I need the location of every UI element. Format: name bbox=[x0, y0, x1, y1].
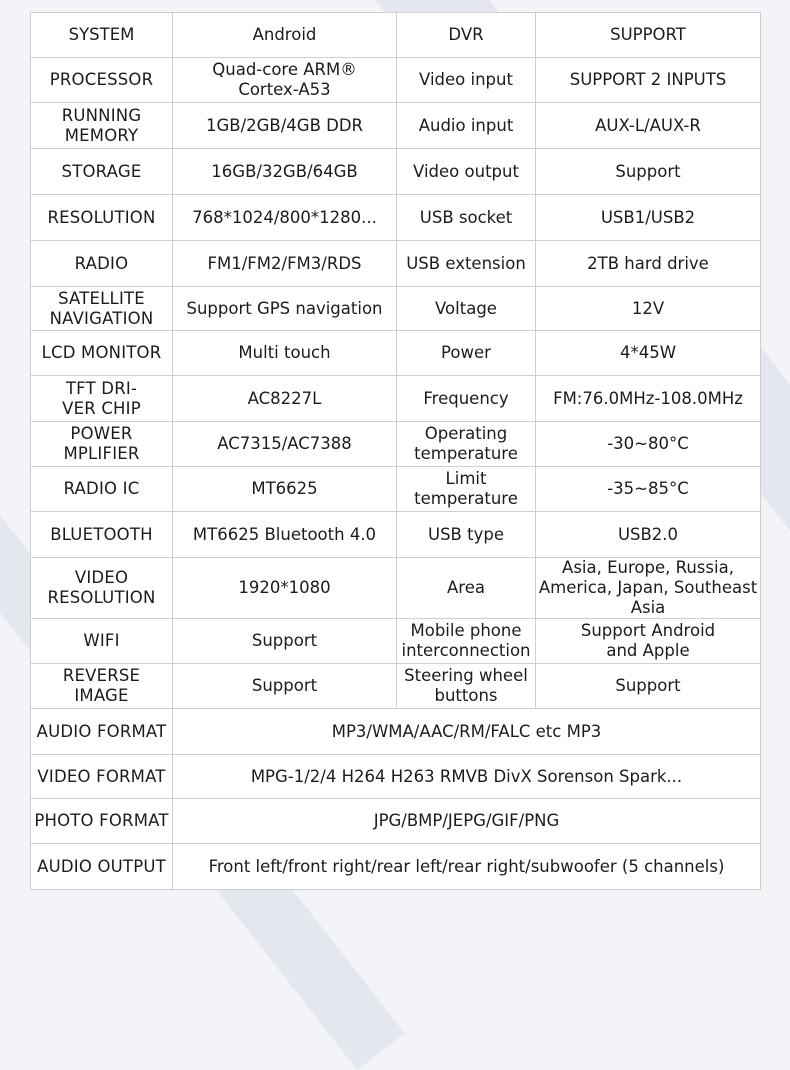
table-row bbox=[31, 241, 761, 287]
table-row bbox=[31, 331, 761, 376]
cell-text-line: RESOLUTION bbox=[47, 207, 156, 227]
spec-value-cell bbox=[173, 664, 397, 709]
table-row bbox=[31, 422, 761, 467]
spec-value-cell bbox=[173, 558, 397, 619]
dvr-key-cell bbox=[397, 241, 536, 287]
spec-key-cell bbox=[31, 664, 173, 709]
cell-text-line: FM1/FM2/FM3/RDS bbox=[207, 253, 362, 273]
spec-key-cell bbox=[31, 149, 173, 195]
spec-key-cell bbox=[31, 512, 173, 558]
dvr-key-cell bbox=[397, 376, 536, 422]
table-row bbox=[31, 287, 761, 331]
cell-text-line: RADIO IC bbox=[63, 479, 140, 498]
spec-key-cell bbox=[31, 376, 173, 422]
cell-text-line: Area bbox=[447, 578, 485, 597]
cell-text-line: Multi touch bbox=[238, 343, 331, 362]
cell-text-line: MT6625 Bluetooth 4.0 bbox=[192, 524, 377, 544]
spec-key-cell bbox=[31, 195, 173, 241]
spec-key-cell bbox=[31, 331, 173, 376]
cell-text-line: USB1/USB2 bbox=[600, 207, 696, 227]
table-row bbox=[31, 376, 761, 422]
table-row bbox=[31, 755, 761, 799]
dvr-value-cell bbox=[536, 512, 761, 558]
cell-text-line: Video output bbox=[413, 161, 519, 181]
table-row bbox=[31, 709, 761, 755]
cell-text-line: Cortex-A53 bbox=[238, 80, 331, 99]
cell-text-line: Support GPS navigation bbox=[186, 298, 383, 318]
cell-text-line: Steering wheel bbox=[404, 666, 528, 685]
cell-text-line: RUNNING bbox=[61, 105, 142, 125]
dvr-key-cell bbox=[397, 664, 536, 709]
table-row bbox=[31, 844, 761, 890]
cell-text-line: TFT DRI- bbox=[65, 378, 138, 398]
spec-key-cell bbox=[31, 422, 173, 467]
cell-text-line: USB socket bbox=[419, 207, 513, 227]
cell-text-line: 768*1024/800*1280... bbox=[192, 207, 377, 227]
spec-key-cell bbox=[31, 467, 173, 512]
dvr-value-cell bbox=[536, 619, 761, 664]
cell-text-line: Support Android bbox=[580, 621, 716, 640]
dvr-key-cell bbox=[397, 467, 536, 512]
cell-text-line: -35~85°C bbox=[607, 479, 689, 498]
cell-text-line: Quad-core ARM® bbox=[212, 60, 357, 79]
format-key-cell: AUDIO OUTPUT bbox=[31, 844, 173, 890]
cell-text-line: Audio input bbox=[418, 115, 514, 135]
cell-text-line: FM:76.0MHz-108.0MHz bbox=[553, 388, 743, 408]
cell-text-line: BLUETOOTH bbox=[50, 524, 153, 544]
cell-text-line: 1GB/2GB/4GB DDR bbox=[205, 115, 364, 135]
header-android: Android bbox=[173, 13, 397, 58]
dvr-key-cell bbox=[397, 619, 536, 664]
cell-text-line: Video input bbox=[419, 70, 513, 89]
spec-value-cell bbox=[173, 195, 397, 241]
cell-text-line: 2TB hard drive bbox=[587, 253, 709, 273]
cell-text-line: AUX-L/AUX-R bbox=[595, 115, 701, 135]
table-row bbox=[31, 799, 761, 844]
cell-text-line: USB extension bbox=[406, 253, 526, 273]
cell-text-line: PROCESSOR bbox=[49, 70, 154, 89]
cell-text-line: Support bbox=[615, 161, 681, 181]
cell-text-line: Support bbox=[251, 631, 318, 650]
spec-value-cell bbox=[173, 512, 397, 558]
dvr-key-cell bbox=[397, 149, 536, 195]
spec-value-cell bbox=[173, 287, 397, 331]
format-value-cell: MPG-1/2/4 H264 H263 RMVB DivX Sorenson Spark... bbox=[173, 755, 761, 799]
cell-text-line: POWER bbox=[70, 424, 133, 443]
dvr-value-cell bbox=[536, 558, 761, 619]
table-header-row bbox=[31, 13, 761, 58]
cell-text-line: 12V bbox=[631, 298, 665, 318]
cell-text-line: RADIO bbox=[74, 253, 129, 273]
table-row bbox=[31, 58, 761, 103]
spec-key-cell bbox=[31, 241, 173, 287]
cell-text-line: USB2.0 bbox=[617, 524, 679, 544]
spec-table bbox=[30, 12, 761, 890]
dvr-key-cell bbox=[397, 58, 536, 103]
cell-text-line: AC8227L bbox=[247, 388, 322, 408]
cell-text-line: buttons bbox=[434, 686, 498, 705]
dvr-value-cell bbox=[536, 287, 761, 331]
cell-text-line: 16GB/32GB/64GB bbox=[211, 161, 358, 181]
format-value-cell: Front left/front right/rear left/rear right/subwoofer (5 channels) bbox=[173, 844, 761, 890]
dvr-value-cell bbox=[536, 241, 761, 287]
dvr-key-cell bbox=[397, 512, 536, 558]
spec-value-cell bbox=[173, 467, 397, 512]
header-support: SUPPORT bbox=[536, 13, 761, 58]
dvr-value-cell bbox=[536, 467, 761, 512]
spec-value-cell bbox=[173, 376, 397, 422]
dvr-value-cell bbox=[536, 331, 761, 376]
cell-text-line: Operating bbox=[424, 424, 508, 443]
spec-value-cell bbox=[173, 58, 397, 103]
spec-value-cell bbox=[173, 331, 397, 376]
spec-value-cell bbox=[173, 103, 397, 149]
cell-text-line: MPLIFIER bbox=[63, 444, 140, 463]
cell-text-line: 1920*1080 bbox=[238, 578, 331, 597]
cell-text-line: temperature bbox=[414, 444, 518, 463]
dvr-value-cell bbox=[536, 149, 761, 195]
cell-text-line: MEMORY bbox=[64, 125, 139, 145]
spec-key-cell bbox=[31, 558, 173, 619]
cell-text-line: Voltage bbox=[435, 298, 497, 318]
spec-value-cell bbox=[173, 422, 397, 467]
cell-text-line: NAVIGATION bbox=[49, 308, 154, 328]
table-row bbox=[31, 664, 761, 709]
cell-text-line: 4*45W bbox=[619, 343, 677, 362]
table-row bbox=[31, 619, 761, 664]
cell-text-line: Support bbox=[251, 676, 318, 695]
dvr-key-cell bbox=[397, 422, 536, 467]
cell-text-line: SUPPORT 2 INPUTS bbox=[569, 70, 727, 89]
cell-text-line: America, Japan, Southeast Asia bbox=[538, 578, 758, 617]
table-row bbox=[31, 467, 761, 512]
cell-text-line: AC7315/AC7388 bbox=[217, 434, 352, 453]
table-row bbox=[31, 195, 761, 241]
dvr-value-cell bbox=[536, 376, 761, 422]
spec-value-cell bbox=[173, 619, 397, 664]
header-dvr: DVR bbox=[397, 13, 536, 58]
dvr-value-cell bbox=[536, 195, 761, 241]
dvr-key-cell bbox=[397, 103, 536, 149]
cell-text-line: RESOLUTION bbox=[47, 588, 156, 607]
dvr-key-cell bbox=[397, 331, 536, 376]
header-system: SYSTEM bbox=[31, 13, 173, 58]
spec-key-cell bbox=[31, 58, 173, 103]
cell-text-line: STORAGE bbox=[61, 161, 142, 181]
cell-text-line: WIFI bbox=[83, 631, 120, 650]
dvr-key-cell bbox=[397, 287, 536, 331]
table-row bbox=[31, 558, 761, 619]
cell-text-line: REVERSE IMAGE bbox=[62, 666, 141, 705]
cell-text-line: and Apple bbox=[606, 641, 690, 660]
format-key-cell: VIDEO FORMAT bbox=[31, 755, 173, 799]
format-value-cell: JPG/BMP/JEPG/GIF/PNG bbox=[173, 799, 761, 844]
cell-text-line: Power bbox=[441, 343, 491, 362]
table-row bbox=[31, 512, 761, 558]
dvr-value-cell bbox=[536, 422, 761, 467]
cell-text-line: temperature bbox=[414, 489, 518, 508]
format-value-cell: MP3/WMA/AAC/RM/FALC etc MP3 bbox=[173, 709, 761, 755]
table-row bbox=[31, 103, 761, 149]
table-row bbox=[31, 149, 761, 195]
spec-key-cell bbox=[31, 619, 173, 664]
spec-value-cell bbox=[173, 149, 397, 195]
cell-text-line: interconnection bbox=[401, 641, 531, 660]
cell-text-line: MT6625 bbox=[251, 479, 318, 498]
format-key-cell: AUDIO FORMAT bbox=[31, 709, 173, 755]
cell-text-line: Mobile phone bbox=[410, 621, 522, 640]
cell-text-line: Support bbox=[615, 676, 681, 695]
cell-text-line: -30~80°C bbox=[607, 434, 689, 453]
spec-key-cell bbox=[31, 103, 173, 149]
dvr-key-cell bbox=[397, 195, 536, 241]
cell-text-line: Frequency bbox=[423, 388, 509, 408]
cell-text-line: LCD MONITOR bbox=[41, 343, 162, 362]
cell-text-line: Asia, Europe, Russia, bbox=[562, 558, 734, 577]
cell-text-line: SATELLITE bbox=[58, 288, 145, 308]
spec-value-cell bbox=[173, 241, 397, 287]
cell-text-line: VIDEO bbox=[74, 568, 129, 587]
spec-key-cell bbox=[31, 287, 173, 331]
dvr-key-cell bbox=[397, 558, 536, 619]
cell-text-line: USB type bbox=[428, 524, 504, 544]
dvr-value-cell bbox=[536, 58, 761, 103]
dvr-value-cell bbox=[536, 664, 761, 709]
cell-text-line: VER CHIP bbox=[62, 398, 141, 418]
cell-text-line: Limit bbox=[445, 469, 487, 488]
dvr-value-cell bbox=[536, 103, 761, 149]
format-key-cell: PHOTO FORMAT bbox=[31, 799, 173, 844]
spec-table-body bbox=[31, 13, 761, 890]
